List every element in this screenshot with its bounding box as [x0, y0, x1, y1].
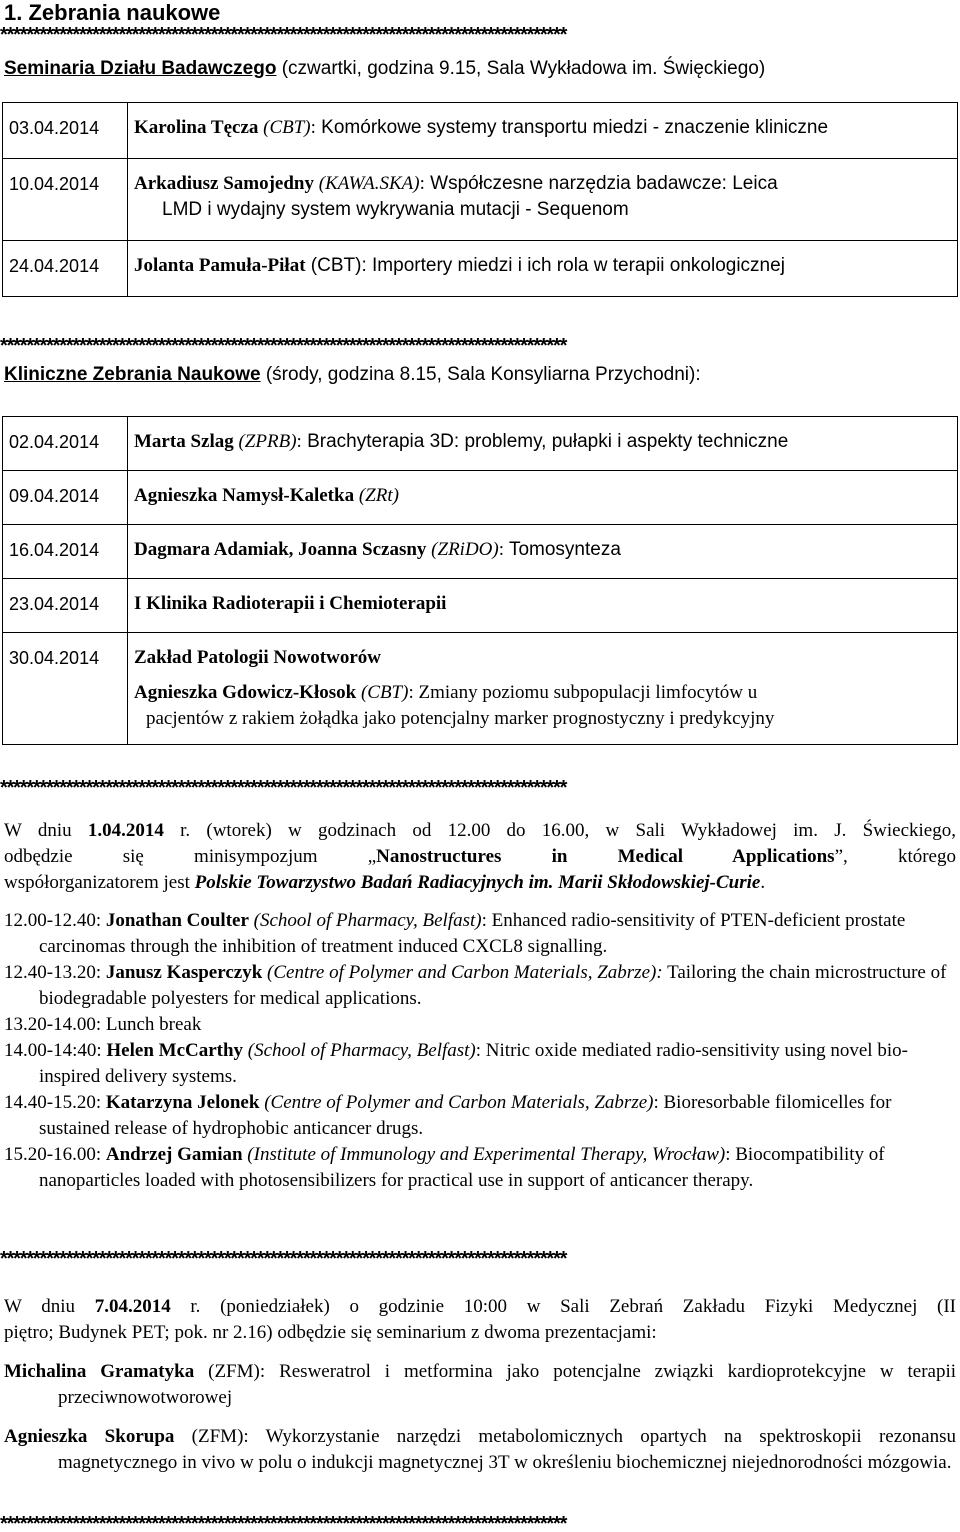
text-fragment: r. (poniedziałek) o godzinie 10:00 w Sali Zebrań Zakładu Fizyki Medycznej (II [170, 1296, 956, 1317]
talk-affiliation: (Institute of Immunology and Experimental Therapy, Wrocław) [242, 1144, 726, 1165]
talk-speaker: Helen McCarthy [106, 1040, 244, 1061]
talk-title: : Nitric oxide mediated radio-sensitivity using novel bio-inspired delivery systems. [39, 1040, 908, 1087]
seminar-topic: Komórkowe systemy transportu miedzi - znaczenie kliniczne [315, 117, 829, 138]
speaker-sep: : [498, 539, 505, 560]
clinical-desc [128, 579, 958, 633]
table-row [3, 103, 958, 159]
talk-time: 13.20-14.00: [4, 1014, 106, 1035]
symposium-line-2 [4, 844, 956, 870]
talk-affiliation: (School of Pharmacy, Belfast) [243, 1040, 476, 1061]
clinical-table [2, 416, 958, 745]
talk-item [4, 908, 956, 960]
text-fragment: W dniu [4, 820, 88, 841]
speaker-sep: : [408, 682, 414, 703]
speaker-name: I Klinika Radioterapii i Chemioterapii [134, 593, 447, 614]
clinical-topic: Brachyterapia 3D: problemy, pułapki i aspekty techniczne [301, 431, 789, 452]
separator-stars: ************************************************************************************** [0, 1249, 567, 1267]
talk-speaker: Andrzej Gamian [105, 1144, 243, 1165]
talk-affiliation: (Centre of Polymer and Carbon Materials, Zabrze) [259, 1092, 654, 1113]
clinical-date: 23.04.2014 [3, 579, 128, 633]
speaker-unit: (CBT) [356, 682, 409, 703]
clinical-desc [128, 525, 958, 579]
seminar-topic: Współczesne narzędzia badawcze: Leica [424, 173, 778, 194]
clinical-heading-details: (środy, godzina 8.15, Sala Konsyliarna Przychodni): [260, 364, 701, 385]
speaker-sep: : [296, 431, 302, 452]
seminars-heading-title: Seminaria Działu Badawczego [4, 58, 277, 79]
table-row [3, 633, 958, 745]
symposium-talks [4, 908, 956, 1194]
talk-item [4, 960, 956, 1012]
text-fragment: odbędzie się minisympozjum „ [4, 846, 377, 867]
speaker-name: Arkadiusz Samojedny [134, 173, 314, 194]
speaker-unit: (KAWA.SKA) [314, 173, 420, 194]
symposium-date: 1.04.2014 [87, 820, 164, 841]
speaker-unit: (ZPRB) [233, 431, 297, 452]
separator-stars: ************************************************************************************** [0, 25, 567, 43]
speaker-name: Agnieszka Namysł-Kaletka [134, 485, 355, 506]
separator-stars: ************************************************************************************** [0, 778, 567, 796]
seminar-date: 24.04.2014 [3, 241, 128, 297]
talk-item [4, 1090, 956, 1142]
talk-title: : Biocompatibility of nanoparticles loaded with photosensibilizers for practical use in support of anticancer therapy. [39, 1144, 885, 1191]
talk-speaker: Michalina Gramatyka [4, 1361, 195, 1382]
talk-speaker: Jonathan Coulter [105, 910, 249, 931]
talk-unit: (ZFM): [174, 1426, 249, 1447]
clinical-heading-title: Kliniczne Zebrania Naukowe [4, 364, 261, 385]
speaker-unit: (CBT) [305, 255, 362, 276]
talk-title: Wykorzystanie narzędzi metabolomicznych opartych na spektroskopii rezonansu magnetycznego in vivo w polu o indukcji magnetycznej 3T w określeniu biochemicznej niejednorodności mózgowia. [58, 1426, 956, 1473]
text-fragment: r. (wtorek) w godzinach od 12.00 do 16.00, w Sali Wykładowej im. J. Świeckiego, [163, 820, 956, 841]
talk-speaker: Agnieszka Skorupa [4, 1426, 175, 1447]
separator-stars: ************************************************************************************** [0, 336, 567, 354]
clinical-desc [128, 417, 958, 471]
clinical-desc [128, 471, 958, 525]
seminar-topic: Importery miedzi i ich rola w terapii onkologicznej [366, 255, 785, 276]
seminar2-talk [4, 1359, 956, 1411]
symposium-line-3 [4, 870, 956, 896]
speaker-name: Jolanta Pamuła-Piłat [134, 255, 306, 276]
talk-item [4, 1012, 956, 1038]
text-fragment: ”, którego [834, 846, 956, 867]
talk-unit: (ZFM): [194, 1361, 266, 1382]
talk-time: 14.40-15.20: [4, 1092, 106, 1113]
talk-title: : Enhanced radio-sensitivity of PTEN-deficient prostate carcinomas through the inhibition of treatment induced CXCL8 signalling. [39, 910, 906, 957]
text-fragment: . [760, 872, 766, 893]
speaker-sep: : [419, 173, 425, 194]
speaker-name: Agnieszka Gdowicz-Kłosok [134, 682, 357, 703]
speaker-name: Dagmara Adamiak, Joanna Sczasny [134, 539, 427, 560]
table-row [3, 241, 958, 297]
separator-stars: ************************************************************************************** [0, 1514, 567, 1532]
clinical-heading [4, 364, 701, 386]
talk-item [4, 1038, 956, 1090]
talk-time: 12.40-13.20: [4, 962, 106, 983]
clinical-date: 30.04.2014 [3, 633, 128, 745]
talk-time: 14.00-14:40: [4, 1040, 107, 1061]
speaker-unit: (ZRt) [354, 485, 399, 506]
clinical-date: 02.04.2014 [3, 417, 128, 471]
speaker-unit: (CBT) [258, 117, 311, 138]
talk-item [4, 1142, 956, 1194]
text-fragment: W dniu [4, 1296, 95, 1317]
seminar-date: 10.04.2014 [3, 159, 128, 241]
seminar2-line-2: piętro; Budynek PET; pok. nr 2.16) odbędzie się seminarium z dwoma prezentacjami: [4, 1322, 657, 1343]
clinical-topic: Zmiany poziomu subpopulacji limfocytów u [413, 682, 758, 703]
talk-title: : Bioresorbable filomicelles for sustained release of hydrophobic anticancer drugs. [39, 1092, 892, 1139]
talk-time: 15.20-16.00: [4, 1144, 106, 1165]
seminar-desc [128, 159, 958, 241]
speaker-sep: : [361, 255, 367, 276]
section-title: 1. Zebrania naukowe [4, 0, 221, 25]
talk-time: 12.00-12.40: [4, 910, 106, 931]
seminar-desc [128, 103, 958, 159]
table-row [3, 525, 958, 579]
speaker-unit: (ZRiDO) [426, 539, 499, 560]
speaker-name: Marta Szlag [134, 431, 234, 452]
talk-affiliation: (School of Pharmacy, Belfast) [248, 910, 482, 931]
seminars-table [2, 102, 958, 297]
clinical-date: 09.04.2014 [3, 471, 128, 525]
seminar2-talk [4, 1424, 956, 1476]
table-row [3, 579, 958, 633]
speaker-sep: : [310, 117, 316, 138]
seminars-heading [4, 58, 765, 80]
symposium-line-1 [4, 818, 956, 844]
symposium-organizer: Polskie Towarzystwo Badań Radiacyjnych im. Marii Skłodowskiej-Curie [194, 872, 761, 893]
clinical-topic: Tomosynteza [504, 539, 621, 560]
speaker-name: Karolina Tęcza [134, 117, 259, 138]
seminar-date: 03.04.2014 [3, 103, 128, 159]
table-row [3, 417, 958, 471]
talk-speaker: Katarzyna Jelonek [105, 1092, 260, 1113]
table-row [3, 471, 958, 525]
seminars-heading-details: (czwartki, godzina 9.15, Sala Wykładowa im. Święckiego) [276, 58, 766, 79]
seminar2-date: 7.04.2014 [94, 1296, 171, 1317]
department-name: Zakład Patologii Nowotworów [134, 647, 381, 668]
table-row [3, 159, 958, 241]
seminar-topic-cont: LMD i wydajny system wykrywania mutacji - Sequenom [162, 199, 629, 220]
talk-title: Tailoring the chain microstructure of biodegradable polyesters for medical applications. [39, 962, 947, 1009]
text-fragment: współorganizatorem jest [4, 872, 195, 893]
talk-affiliation: (Centre of Polymer and Carbon Materials, Zabrze): [262, 962, 663, 983]
talk-speaker: Janusz Kasperczyk [105, 962, 263, 983]
clinical-topic-cont: pacjentów z rakiem żołądka jako potencjalny marker prognostyczny i predykcyjny [146, 708, 775, 729]
talk-title: Resweratrol i metformina jako potencjalne związki kardioprotekcyjne w terapii przeciwnowotworowej [58, 1361, 957, 1408]
seminar2-line-1 [4, 1294, 956, 1320]
symposium-title: Nanostructures in Medical Applications [376, 846, 835, 867]
clinical-desc [128, 633, 958, 745]
seminar-desc [128, 241, 958, 297]
clinical-date: 16.04.2014 [3, 525, 128, 579]
talk-title: Lunch break [105, 1014, 202, 1035]
sub-talk [134, 682, 951, 704]
